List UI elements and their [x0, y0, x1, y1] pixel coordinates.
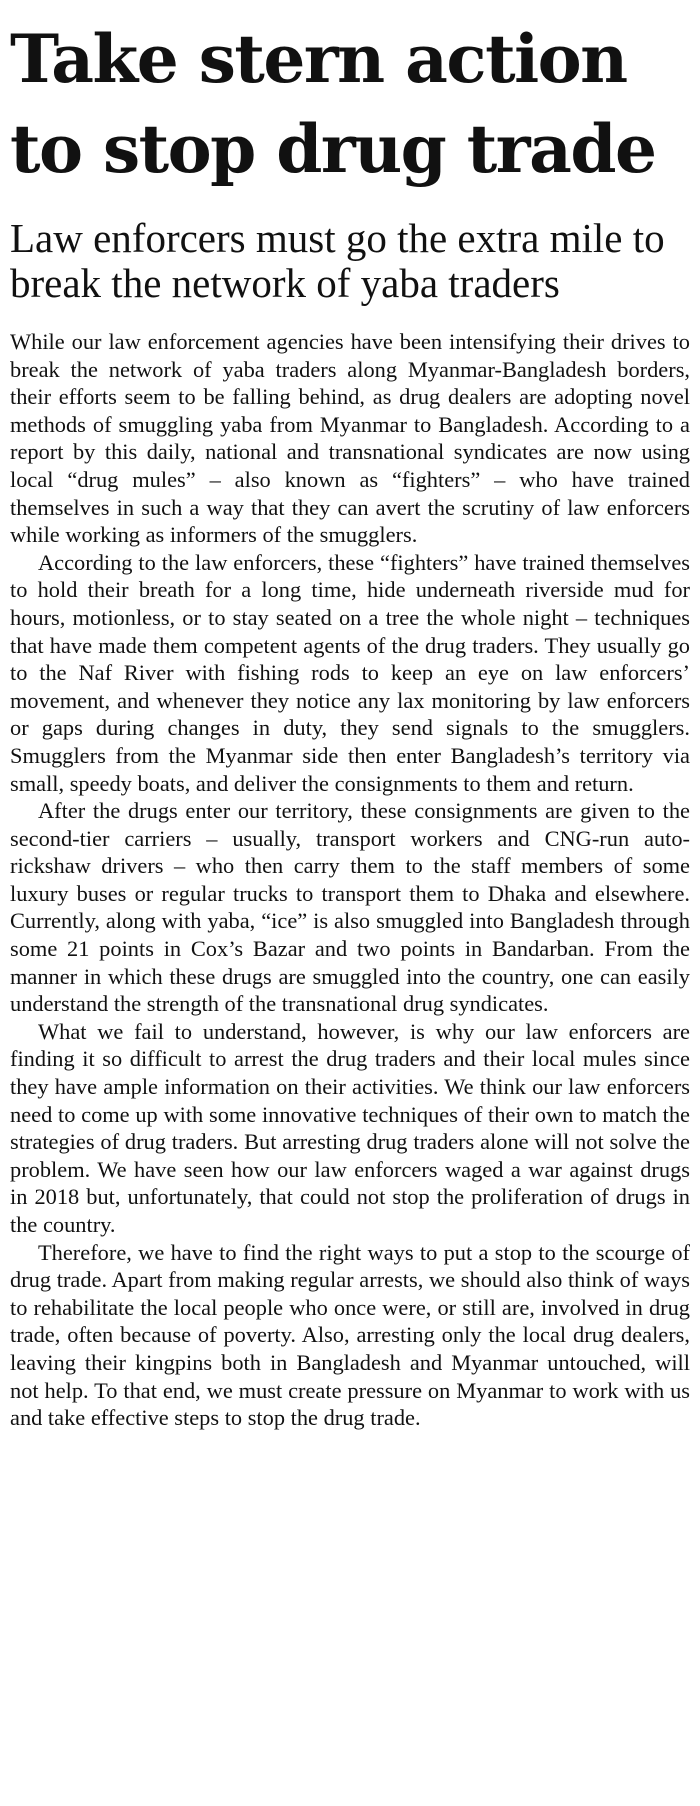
- article-body: [10, 328, 690, 1432]
- headline: Take stern action to stop drug trade: [10, 20, 656, 188]
- paragraph-4: What we fail to understand, however, is why our law enforcers are finding it so difficult to arrest the drug traders and their local mules since they have ample information on their activities. We think our law enforcers need to come up with some innovative techniques of their own to match the strategies of drug traders. But arresting drug traders alone will not solve the problem. We have seen how our law enforcers waged a war against drugs in 2018 but, unfortunately, that could not stop the proliferation of drugs in the country.: [10, 1018, 690, 1237]
- subheadline: Law enforcers must go the extra mile to break the network of yaba traders: [10, 215, 665, 306]
- paragraph-1: While our law enforcement agencies have been intensifying their drives to break the network of yaba traders along Myanmar-Bangladesh borders, their efforts seem to be falling behind, as drug dealers are adopting novel methods of smuggling yaba from Myanmar to Bangladesh. According to a report by this daily, national and transnational syndicates are now using local “drug mules” – also known as “fighters” – who have trained themselves in such a way that they can avert the scrutiny of law enforcers while working as informers of the smugglers.: [10, 329, 690, 548]
- paragraph-2: According to the law enforcers, these “fighters” have trained themselves to hold their breath for a long time, hide underneath riverside mud for hours, motionless, or to stay seated on a tree the whole night – techniques that have made them competent agents of the drug traders. They usually go to the Naf River with fishing rods to keep an eye on law enforcers’ movement, and whenever they notice any lax monitoring by law enforcers or gaps during changes in duty, they send signals to the smugglers. Smugglers from the Myanmar side then enter Bangladesh’s territory via small, speedy boats, and deliver the consignments to them and return.: [10, 549, 690, 796]
- paragraph-3: After the drugs enter our territory, these consignments are given to the second-tier carriers – usually, transport workers and CNG-run auto-rickshaw drivers – who then carry them to the staff members of some luxury buses or regular trucks to transport them to Dhaka and elsewhere. Currently, along with yaba, “ice” is also smuggled into Bangladesh through some 21 points in Cox’s Bazar and two points in Bandarban. From the manner in which these drugs are smuggled into the country, one can easily understand the strength of the transnational drug syndicates.: [10, 798, 690, 1017]
- paragraph-5: Therefore, we have to find the right ways to put a stop to the scourge of drug trade. Apart from making regular arrests, we should also think of ways to rehabilitate the local people who once were, or still are, involved in drug trade, often because of poverty. Also, arresting only the local drug dealers, leaving their kingpins both in Bangladesh and Myanmar untouched, will not help. To that end, we must create pressure on Myanmar to work with us and take effective steps to stop the drug trade.: [10, 1239, 690, 1431]
